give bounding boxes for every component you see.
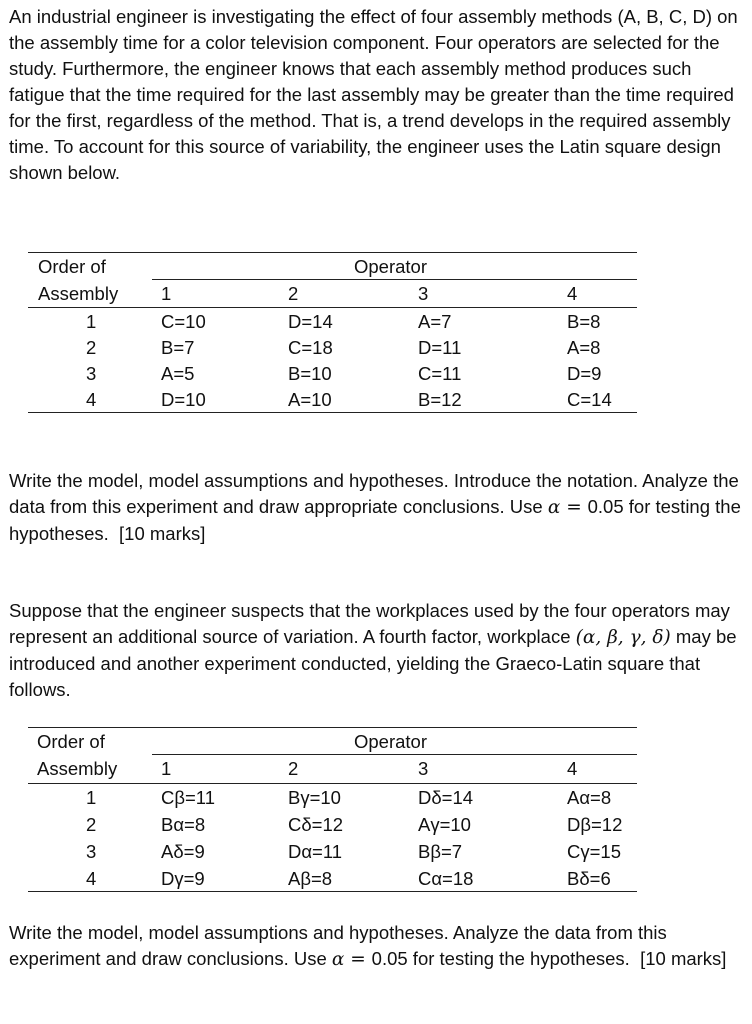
table-cell: Aδ=9 [161, 841, 205, 862]
order-value: 3 [86, 363, 97, 384]
table-cell: Bδ=6 [567, 868, 611, 889]
table-top-rule [28, 252, 637, 253]
table-cell: A=10 [288, 389, 332, 410]
table-cell: Cβ=11 [161, 787, 216, 808]
table-cell: C=18 [288, 337, 333, 358]
table-bottom-rule [28, 891, 637, 892]
alpha-value: 0.05 [587, 496, 624, 517]
table-cell: C=11 [418, 363, 462, 384]
table-cell: Bγ=10 [288, 787, 341, 808]
table-top-rule [28, 727, 637, 728]
column-header: 1 [161, 758, 172, 779]
operator-header-rule [152, 279, 637, 280]
order-value: 1 [86, 787, 97, 808]
column-header: 4 [567, 283, 578, 304]
table-cell: B=7 [161, 337, 195, 358]
question-1-tail: for testing the hypotheses. [10 marks] [9, 496, 746, 544]
table-cell: A=7 [418, 311, 452, 332]
table-cell: Dβ=12 [567, 814, 623, 835]
row-header-line2: Assembly [38, 283, 119, 304]
alpha-symbol: α [331, 949, 345, 970]
greek-factor-set: (α, β, γ, δ) [575, 627, 671, 648]
order-value: 3 [86, 841, 97, 862]
latin-square-table [28, 252, 637, 412]
header-bottom-rule [28, 783, 637, 784]
operator-group-header: Operator [354, 256, 428, 277]
table-cell: B=10 [288, 363, 332, 384]
operator-header-rule [152, 754, 637, 755]
column-header: 3 [418, 758, 429, 779]
table-cell: Bβ=7 [418, 841, 463, 862]
order-value: 2 [86, 814, 97, 835]
table-cell: C=10 [161, 311, 206, 332]
table-cell: C=14 [567, 389, 612, 410]
header-bottom-rule [28, 307, 637, 308]
table-cell: Dγ=9 [161, 868, 205, 889]
column-header: 2 [288, 758, 299, 779]
table-cell: A=5 [161, 363, 195, 384]
alpha-value: 0.05 [371, 948, 408, 969]
table-cell: D=11 [418, 337, 462, 358]
order-value: 4 [86, 868, 97, 889]
question-2 [9, 920, 744, 973]
paragraph-2-tail: may be introduced and another experiment conducted, yielding the Graeco-Latin square that follows. [9, 626, 742, 700]
question-1-text: Write the model, model assumptions and hypotheses. Introduce the notation. Analyze the data from this experiment and draw appropriate conclusions. Use [9, 470, 744, 517]
table-cell: Dδ=14 [418, 787, 474, 808]
table-cell: Aγ=10 [418, 814, 471, 835]
table-cell: D=10 [161, 389, 206, 410]
graeco-latin-paragraph [9, 598, 744, 703]
table-cell: B=8 [567, 311, 601, 332]
column-header: 2 [288, 283, 299, 304]
table-cell: D=14 [288, 311, 333, 332]
column-header: 1 [161, 283, 172, 304]
table-cell: Bα=8 [161, 814, 206, 835]
column-header: 3 [418, 283, 429, 304]
table-cell: Aα=8 [567, 787, 612, 808]
column-header: 4 [567, 758, 578, 779]
intro-paragraph [9, 4, 744, 186]
intro-text: An industrial engineer is investigating the effect of four assembly methods (A, B, C, D) on the assembly time for a color television component. Four operators are selected for the study. Furthermore, the engineer knows that each assembly method produces such fatigue that the time required for the last assembly may be greater than the time required for the first, regardless of the method. That is, a trend develops in the required assembly time. To account for this source of variability, the engineer uses the Latin square design shown below. [9, 6, 743, 183]
order-value: 1 [86, 311, 97, 332]
table-cell: D=9 [567, 363, 602, 384]
row-header-line1: Order of [38, 256, 106, 277]
equals-sign: = [344, 949, 372, 970]
order-value: 2 [86, 337, 97, 358]
row-header-line2: Assembly [37, 758, 118, 779]
table-cell: Dα=11 [288, 841, 343, 862]
table-cell: Cδ=12 [288, 814, 344, 835]
alpha-symbol: α [547, 497, 561, 518]
graeco-latin-square-table [28, 727, 637, 891]
row-header-line1: Order of [37, 731, 105, 752]
question-2-text: Write the model, model assumptions and hypotheses. Analyze the data from this experiment and draw conclusions. Use [9, 922, 672, 969]
operator-group-header: Operator [354, 731, 428, 752]
question-1 [9, 468, 744, 547]
table-cell: Cα=18 [418, 868, 474, 889]
table-cell: A=8 [567, 337, 601, 358]
table-cell: Cγ=15 [567, 841, 621, 862]
table-cell: B=12 [418, 389, 462, 410]
equals-sign: = [560, 497, 588, 518]
order-value: 4 [86, 389, 97, 410]
paragraph-2-text: Suppose that the engineer suspects that the workplaces used by the four operators may represent an additional source of variation. A fourth factor, workplace [9, 600, 736, 647]
table-cell: Aβ=8 [288, 868, 333, 889]
table-bottom-rule [28, 412, 637, 413]
question-2-tail: for testing the hypotheses. [10 marks] [407, 948, 727, 969]
